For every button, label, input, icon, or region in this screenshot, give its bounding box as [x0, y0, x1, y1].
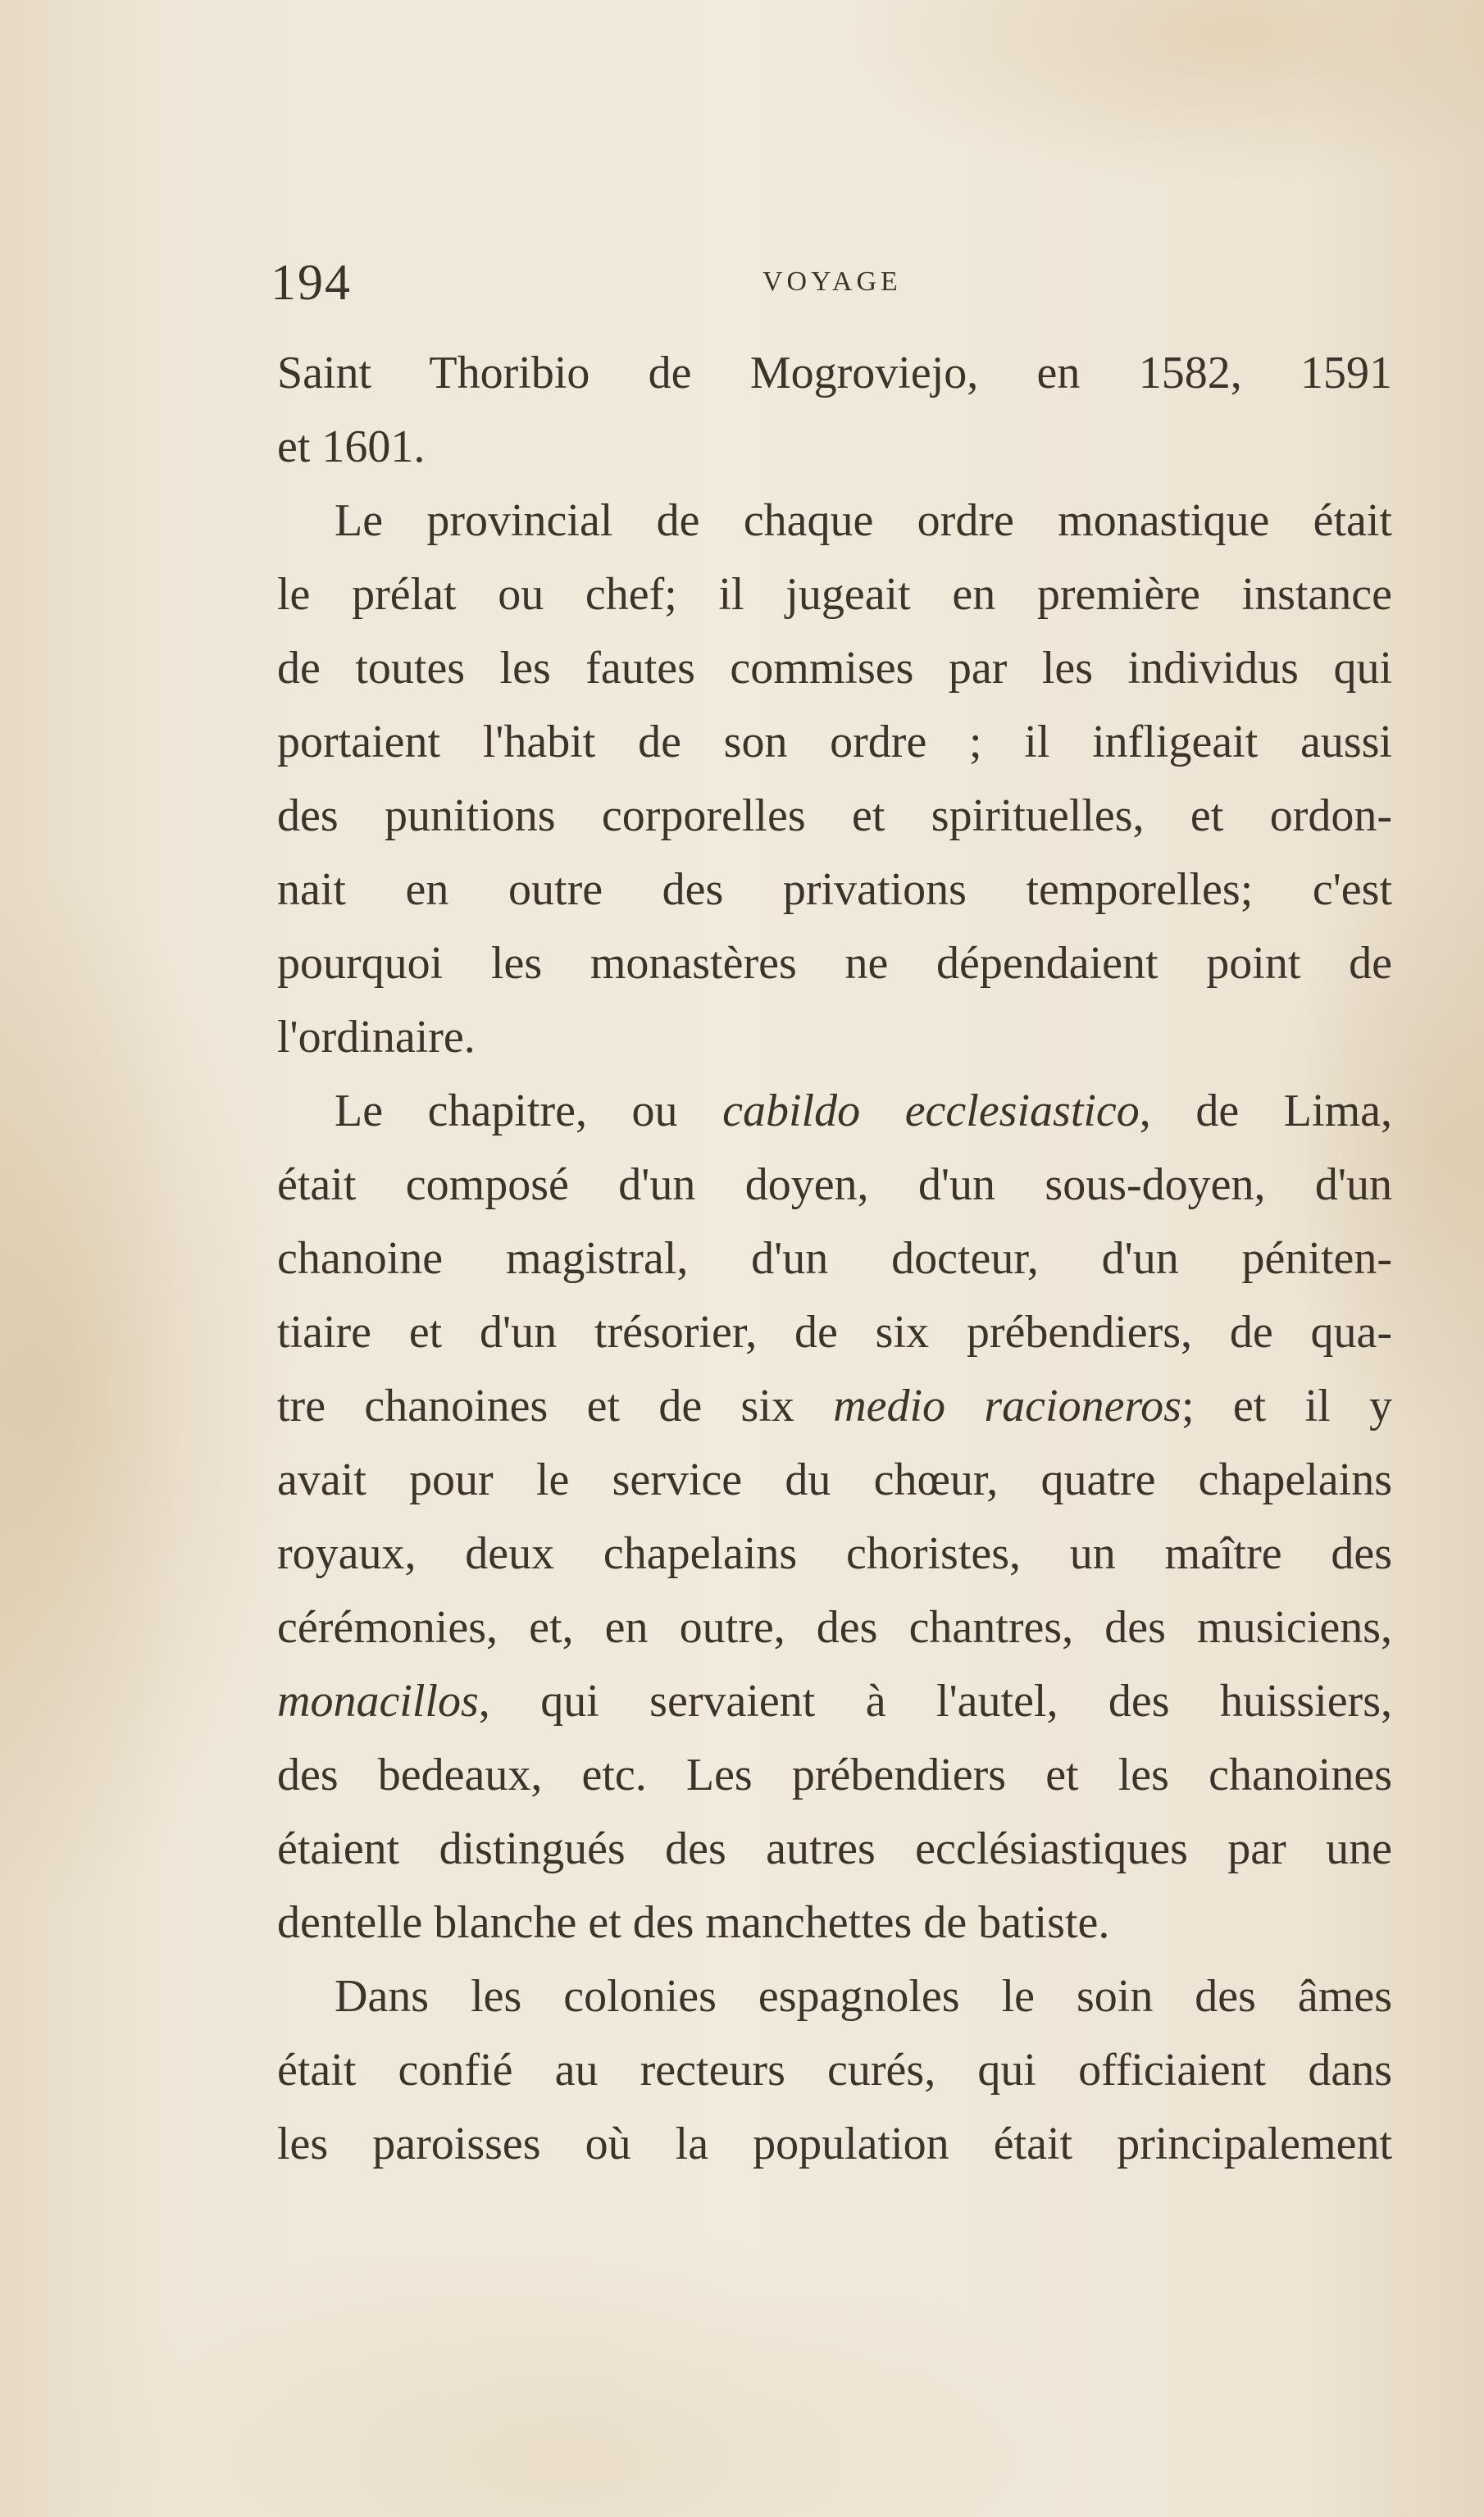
- italic-text: cabildo ecclesiastico: [722, 1086, 1140, 1136]
- text-segment: l'ordinaire.: [277, 1012, 476, 1063]
- italic-text: monacillos: [277, 1676, 479, 1727]
- text-line: [277, 2033, 1392, 2107]
- text-segment: pourquoi les monastères ne dépendaient point de: [277, 938, 1392, 989]
- text-segment: tiaire et d'un trésorier, de six prébendiers, de qua-: [277, 1307, 1392, 1358]
- body-text: [277, 336, 1392, 2181]
- text-segment: cérémonies, et, en outre, des chantres, des musiciens,: [277, 1602, 1392, 1653]
- text-line: [277, 779, 1392, 853]
- text-segment: Dans les colonies espagnoles le soin des âmes: [335, 1971, 1392, 2022]
- text-line: [277, 1148, 1392, 1222]
- text-line: [277, 1517, 1392, 1591]
- text-segment: des bedeaux, etc. Les prébendiers et les chanoines: [277, 1750, 1392, 1800]
- text-line: [277, 1369, 1392, 1443]
- text-segment: chanoine magistral, d'un docteur, d'un péniten-: [277, 1233, 1392, 1284]
- text-line: [277, 1000, 1392, 1074]
- text-segment: tre chanoines et de six: [277, 1381, 834, 1431]
- text-segment: était composé d'un doyen, d'un sous-doyen, d'un: [277, 1159, 1392, 1210]
- text-line: [277, 1738, 1392, 1812]
- text-segment: Le provincial de chaque ordre monastique était: [335, 495, 1392, 546]
- text-segment: , de Lima,: [1139, 1086, 1392, 1136]
- text-line: [277, 1591, 1392, 1664]
- text-line: [277, 1664, 1392, 1738]
- text-line: [277, 705, 1392, 779]
- text-line: [277, 1443, 1392, 1517]
- text-segment: avait pour le service du chœur, quatre chapelains: [277, 1454, 1392, 1505]
- text-segment: et 1601.: [277, 421, 426, 472]
- page-number: 194: [271, 255, 352, 311]
- text-segment: de toutes les fautes commises par les individus qui: [277, 643, 1392, 694]
- text-segment: dentelle blanche et des manchettes de batiste.: [277, 1897, 1110, 1948]
- text-line: [277, 484, 1392, 558]
- text-segment: royaux, deux chapelains choristes, un maître des: [277, 1528, 1392, 1579]
- text-line: [277, 410, 1392, 484]
- page-header: [271, 246, 1418, 320]
- text-line: [277, 1886, 1392, 1959]
- text-line: [277, 631, 1392, 705]
- text-segment: était confié au recteurs curés, qui officiaient dans: [277, 2045, 1392, 2096]
- text-line: [277, 1222, 1392, 1295]
- text-segment: étaient distingués des autres ecclésiastiques par une: [277, 1823, 1392, 1874]
- text-segment: ; et il y: [1181, 1381, 1392, 1431]
- text-line: [277, 853, 1392, 926]
- text-segment: Saint Thoribio de Mogroviejo, en 1582, 1591: [277, 348, 1392, 398]
- text-line: [277, 926, 1392, 1000]
- text-segment: les paroisses où la population était principalement: [277, 2119, 1392, 2169]
- text-segment: Le chapitre, ou: [335, 1086, 723, 1136]
- text-line: [277, 558, 1392, 631]
- text-segment: , qui servaient à l'autel, des huissiers,: [478, 1676, 1392, 1727]
- italic-text: medio racioneros: [833, 1381, 1181, 1431]
- text-segment: des punitions corporelles et spirituelles, et ordon-: [277, 790, 1392, 841]
- text-line: [277, 2107, 1392, 2181]
- running-head: VOYAGE: [762, 266, 902, 297]
- text-segment: nait en outre des privations temporelles; c'est: [277, 864, 1392, 915]
- text-line: [277, 1295, 1392, 1369]
- text-line: [277, 1959, 1392, 2033]
- text-line: [277, 1074, 1392, 1148]
- text-line: [277, 336, 1392, 410]
- text-line: [277, 1812, 1392, 1886]
- text-segment: portaient l'habit de son ordre ; il infligeait aussi: [277, 717, 1392, 767]
- text-segment: le prélat ou chef; il jugeait en première instance: [277, 569, 1392, 620]
